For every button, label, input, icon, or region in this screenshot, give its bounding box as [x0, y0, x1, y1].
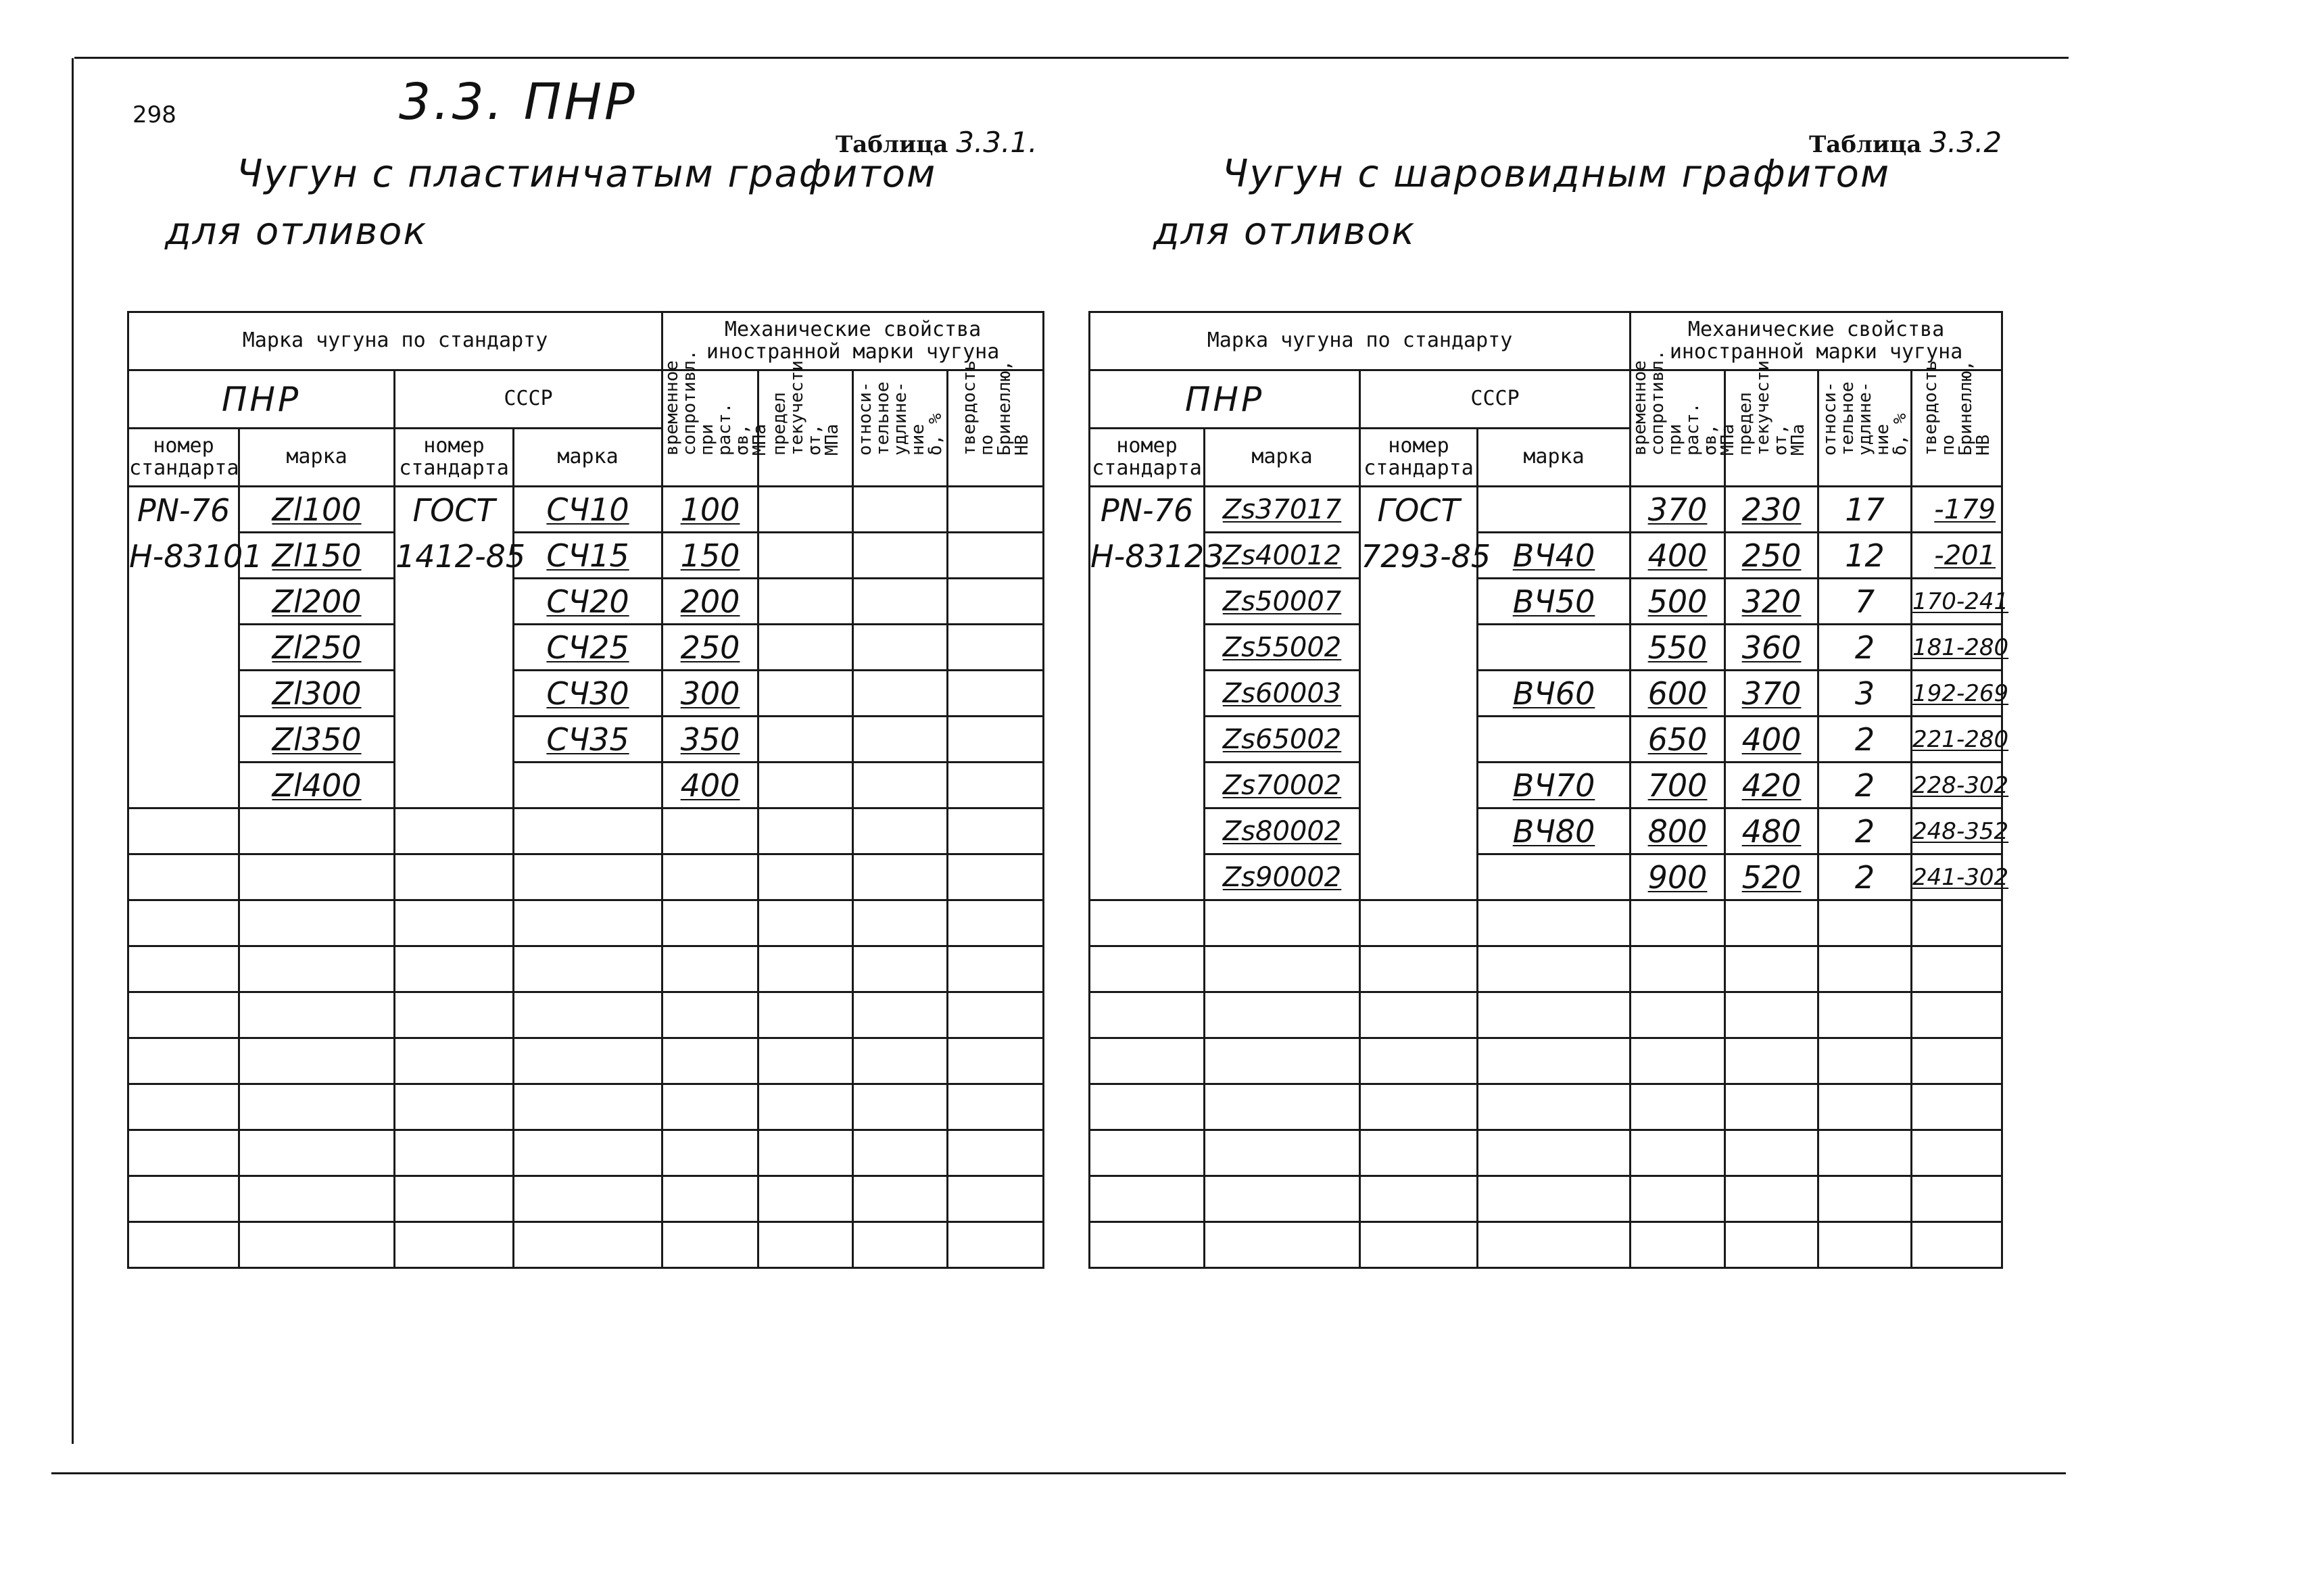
right-mark: Zs50007: [1205, 579, 1360, 625]
right-title-line2: для отливок: [1153, 210, 1416, 253]
table-row: [128, 1130, 1044, 1176]
right-ussr-mark: ВЧ50: [1478, 579, 1631, 625]
table-row: [1090, 1038, 2002, 1084]
left-sigma-b: 250: [662, 625, 758, 671]
left-header-pnr-mark: марка: [239, 429, 395, 487]
right-sigma-t: 250: [1725, 533, 1818, 579]
right-ussr-std-line1: ГОСТ: [1377, 492, 1460, 529]
right-delta: 2: [1818, 625, 1912, 671]
left-sigma-b: 400: [662, 763, 758, 808]
table-row: [1090, 854, 2002, 900]
left-ussr-mark: [514, 763, 662, 808]
table-row: [128, 579, 1044, 625]
page-number: 298: [132, 101, 176, 128]
left-sigma-b: 200: [662, 579, 758, 625]
left-mark: Zl100: [239, 487, 395, 533]
right-sigma-t: 400: [1725, 717, 1818, 763]
right-delta: 2: [1818, 854, 1912, 900]
right-sigma-b: 370: [1631, 487, 1725, 533]
table-row: [1090, 1084, 2002, 1130]
right-header-sigma-t: предел текучести σт, МПа: [1735, 360, 1808, 456]
table-row: [1090, 992, 2002, 1038]
table-row: [128, 671, 1044, 717]
right-header-delta: относи- тельное удлине- ние δ, %: [1819, 381, 1910, 456]
right-ussr-mark: ВЧ80: [1478, 808, 1631, 854]
right-pnr-std-line1: PN-76: [1100, 492, 1194, 529]
left-ussr-std-line2: 1412-85: [395, 538, 526, 575]
left-pnr-std-line1: PN-76: [137, 492, 231, 529]
right-sigma-b: 700: [1631, 763, 1725, 808]
right-hb: 241-302: [1912, 854, 2002, 900]
left-sigma-b: 300: [662, 671, 758, 717]
right-delta: 2: [1818, 717, 1912, 763]
right-ussr-mark: [1478, 854, 1631, 900]
right-hb: 221-280: [1912, 717, 2002, 763]
right-sigma-t: 230: [1725, 487, 1818, 533]
right-sigma-t: 420: [1725, 763, 1818, 808]
left-sigma-b: 150: [662, 533, 758, 579]
right-sigma-b: 600: [1631, 671, 1725, 717]
left-table-word: Таблица: [836, 131, 948, 158]
left-header-group: Марка чугуна по стандарту: [128, 312, 662, 370]
left-sigma-b: 350: [662, 717, 758, 763]
right-hb: 192-269: [1912, 671, 2002, 717]
right-ussr-mark: ВЧ40: [1478, 533, 1631, 579]
right-sigma-t: 520: [1725, 854, 1818, 900]
right-ussr-mark: ВЧ70: [1478, 763, 1631, 808]
left-ussr-mark: СЧ10: [514, 487, 662, 533]
right-pnr-std-line2: H-83123: [1090, 538, 1224, 575]
right-delta: 12: [1818, 533, 1912, 579]
left-ussr-mark: СЧ30: [514, 671, 662, 717]
frame-top-line: [74, 57, 2069, 59]
right-mark: Zs60003: [1205, 671, 1360, 717]
right-sigma-b: 400: [1631, 533, 1725, 579]
left-header-ussr-std: номер стандарта: [395, 429, 514, 487]
right-header-mech: Механические свойства иностранной марки чугуна: [1631, 312, 2002, 370]
right-ussr-mark: [1478, 487, 1631, 533]
right-header-pnr-std: номер стандарта: [1090, 429, 1205, 487]
table-row: [1090, 671, 2002, 717]
left-mark: Zl300: [239, 671, 395, 717]
left-mark: Zl150: [239, 533, 395, 579]
left-ussr-mark: СЧ15: [514, 533, 662, 579]
right-mark: Zs55002: [1205, 625, 1360, 671]
left-header-ussr-mark: марка: [514, 429, 662, 487]
left-header-mech: Механические свойства иностранной марки чугуна: [662, 312, 1044, 370]
right-hb: -179: [1912, 487, 2002, 533]
right-sigma-t: 320: [1725, 579, 1818, 625]
right-ussr-std-line2: 7293-85: [1361, 538, 1491, 575]
table-row: [128, 1222, 1044, 1268]
right-hb: 181-280: [1912, 625, 2002, 671]
table-row: [1090, 1176, 2002, 1222]
left-mark: Zl400: [239, 763, 395, 808]
frame-left-line: [72, 58, 74, 1444]
table-row: [1090, 946, 2002, 992]
left-header-sigma-b: временное сопротивл. при раст. σв, МПа: [662, 349, 771, 456]
right-header-sigma-b: временное сопротивл. при раст. σв, МПа: [1630, 349, 1739, 456]
table-row: [1090, 808, 2002, 854]
right-table-word: Таблица: [1809, 131, 1922, 158]
right-sigma-t: 370: [1725, 671, 1818, 717]
left-mark: Zl250: [239, 625, 395, 671]
left-header-delta: относи- тельное удлине- ние δ, %: [854, 381, 946, 456]
right-mark: Zs40012: [1205, 533, 1360, 579]
left-mark: Zl200: [239, 579, 395, 625]
table-row: [1090, 533, 2002, 579]
right-sigma-t: 480: [1725, 808, 1818, 854]
left-title-line2: для отливок: [165, 210, 428, 253]
right-ussr-mark: [1478, 717, 1631, 763]
right-hb: -201: [1912, 533, 2002, 579]
right-table: [1088, 311, 2009, 1269]
right-table-number: 3.3.2: [1929, 126, 2002, 159]
right-sigma-t: 360: [1725, 625, 1818, 671]
table-row: [1090, 900, 2002, 946]
frame-bottom-line: [51, 1472, 2066, 1474]
left-table-number: 3.3.1.: [956, 126, 1038, 159]
left-title-line1: Чугун с пластинчатым графитом: [237, 152, 937, 196]
table-row: [128, 1176, 1044, 1222]
table-row: [128, 900, 1044, 946]
left-mark: Zl350: [239, 717, 395, 763]
left-ussr-std-line1: ГОСТ: [412, 492, 496, 529]
left-header-ussr: СССР: [395, 370, 662, 429]
table-row: [1090, 1130, 2002, 1176]
table-row: [128, 992, 1044, 1038]
left-table: [127, 311, 1044, 1269]
table-row: [128, 808, 1044, 854]
table-row: [128, 533, 1044, 579]
right-header-hb: твердость по Бринеллю, HB: [1920, 360, 1994, 456]
right-hb: 248-352: [1912, 808, 2002, 854]
table-row: [128, 717, 1044, 763]
left-header-hb: твердость по Бринеллю, HB: [959, 360, 1032, 456]
right-mark: Zs90002: [1205, 854, 1360, 900]
right-hb: 228-302: [1912, 763, 2002, 808]
left-ussr-mark: СЧ25: [514, 625, 662, 671]
right-header-pnr: ПНР: [1090, 370, 1360, 429]
right-delta: 17: [1818, 487, 1912, 533]
right-sigma-b: 900: [1631, 854, 1725, 900]
table-row: [1090, 1222, 2002, 1268]
table-row: [128, 763, 1044, 808]
table-row: [128, 854, 1044, 900]
left-ussr-mark: СЧ20: [514, 579, 662, 625]
table-row: [1090, 717, 2002, 763]
right-delta: 3: [1818, 671, 1912, 717]
right-delta: 2: [1818, 808, 1912, 854]
right-sigma-b: 650: [1631, 717, 1725, 763]
right-mark: Zs65002: [1205, 717, 1360, 763]
right-header-ussr-mark: марка: [1478, 429, 1631, 487]
left-pnr-std-line2: H-83101: [129, 538, 263, 575]
right-mark: Zs80002: [1205, 808, 1360, 854]
table-row: [128, 625, 1044, 671]
table-row: [1090, 763, 2002, 808]
right-hb: 170-241: [1912, 579, 2002, 625]
right-mark: Zs70002: [1205, 763, 1360, 808]
left-header-sigma-t: предел текучести σт, МПа: [769, 360, 842, 456]
right-delta: 2: [1818, 763, 1912, 808]
left-header-pnr: ПНР: [128, 370, 395, 429]
right-title-line1: Чугун с шаровидным графитом: [1222, 152, 1891, 196]
right-header-pnr-mark: марка: [1205, 429, 1360, 487]
table-row: [128, 946, 1044, 992]
right-header-ussr-std: номер стандарта: [1360, 429, 1478, 487]
right-ussr-mark: [1478, 625, 1631, 671]
table-row: [128, 1038, 1044, 1084]
right-ussr-mark: ВЧ60: [1478, 671, 1631, 717]
right-sigma-b: 500: [1631, 579, 1725, 625]
table-row: [128, 1084, 1044, 1130]
section-title: 3.3. ПНР: [399, 73, 637, 131]
right-header-ussr: СССР: [1360, 370, 1631, 429]
right-mark: Zs37017: [1205, 487, 1360, 533]
right-sigma-b: 800: [1631, 808, 1725, 854]
right-header-group: Марка чугуна по стандарту: [1090, 312, 1631, 370]
table-row: [1090, 625, 2002, 671]
left-header-pnr-std: номер стандарта: [128, 429, 239, 487]
left-sigma-b: 100: [662, 487, 758, 533]
table-row: [1090, 487, 2002, 533]
left-ussr-mark: СЧ35: [514, 717, 662, 763]
table-row: [128, 487, 1044, 533]
table-row: [1090, 579, 2002, 625]
right-sigma-b: 550: [1631, 625, 1725, 671]
right-delta: 7: [1818, 579, 1912, 625]
